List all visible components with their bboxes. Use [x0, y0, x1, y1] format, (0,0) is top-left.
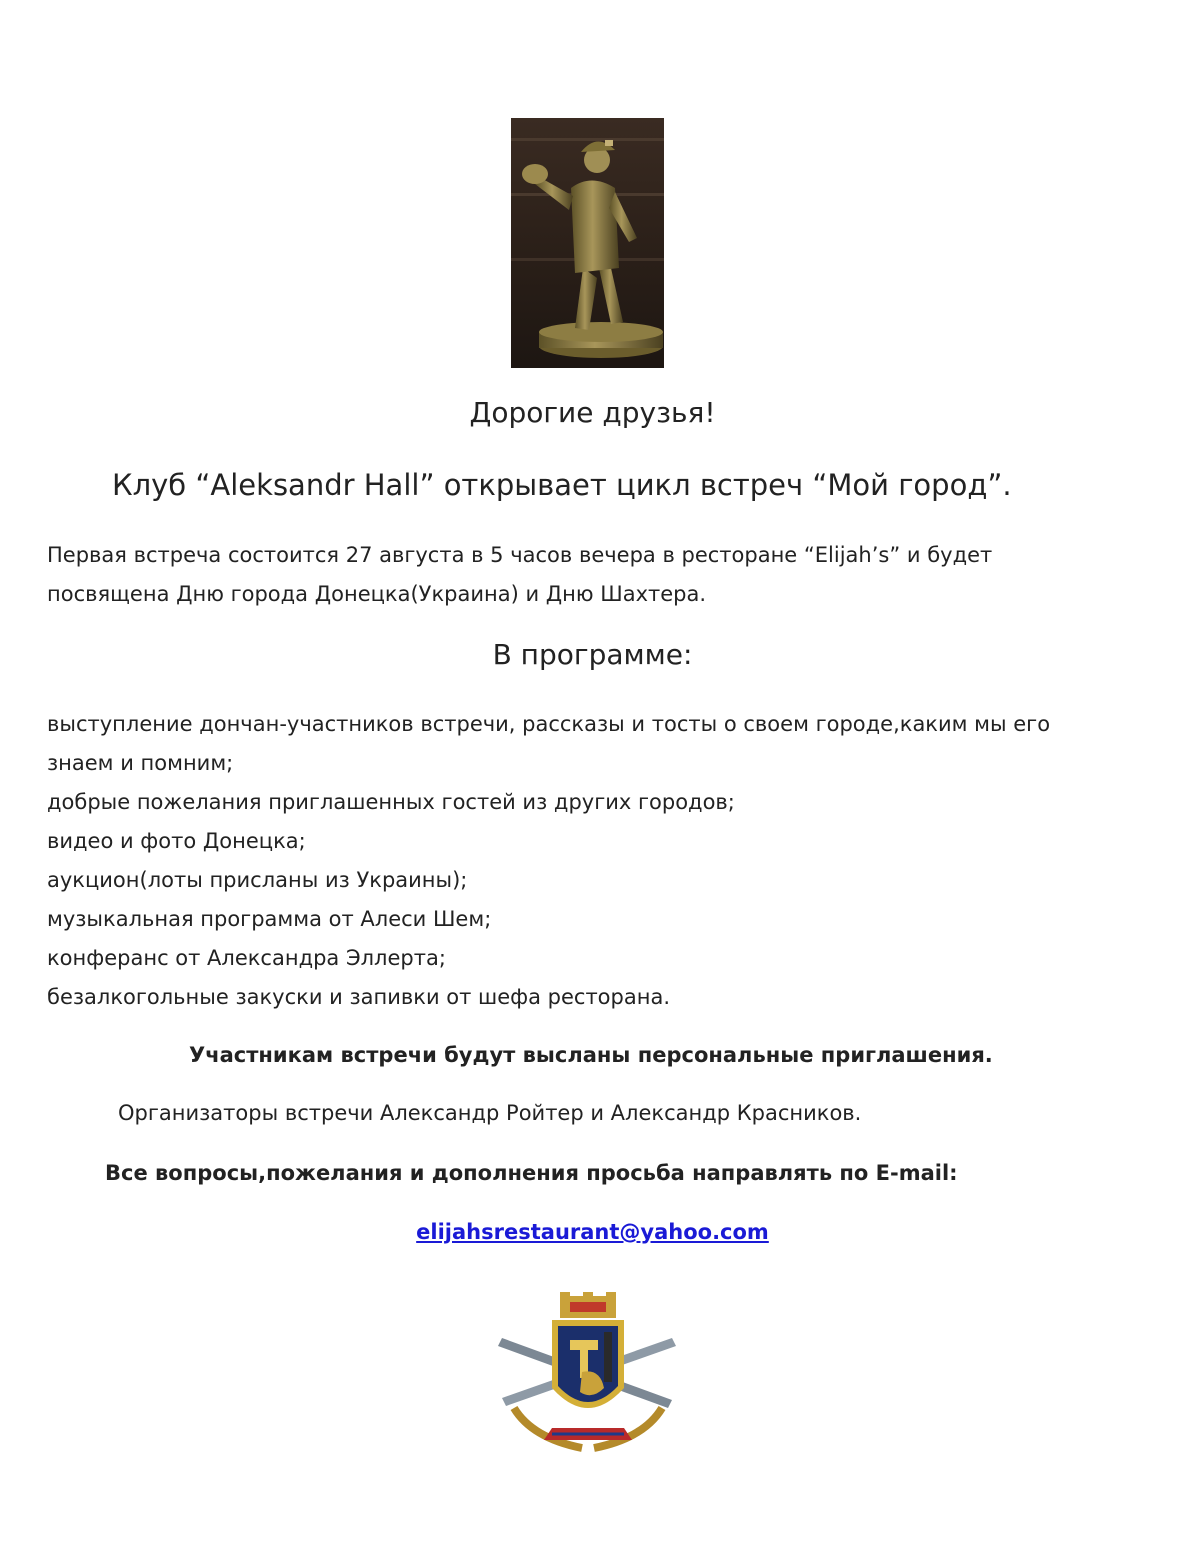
email-container — [0, 1220, 1185, 1244]
program-heading: В программе: — [492, 638, 693, 671]
email-link[interactable]: elijahsrestaurant@yahoo.com — [416, 1220, 769, 1244]
contact-prompt: Все вопросы,пожелания и дополнения просьба направлять по E-mail: — [105, 1161, 958, 1185]
program-item: выступление дончан-участников встречи, рассказы и тосты о своем городе,каким мы его — [47, 712, 1051, 736]
intro-line: Первая встреча состоится 27 августа в 5 часов вечера в ресторане “Elijah’s” и будет — [47, 543, 993, 567]
program-item: музыкальная программа от Алеси Шем; — [47, 907, 492, 931]
coat-of-arms-icon — [492, 1288, 684, 1456]
invitation-note: Участникам встречи будут высланы персональные приглашения. — [189, 1043, 993, 1067]
program-item: видео и фото Донецка; — [47, 829, 306, 853]
greeting-heading: Дорогие друзья! — [469, 396, 716, 429]
program-item: знаем и помним; — [47, 751, 234, 775]
miner-statue-image — [511, 118, 664, 368]
program-item: безалкогольные закуски и запивки от шефа ресторана. — [47, 985, 671, 1009]
intro-line: посвящена Дню города Донецка(Украина) и Дню Шахтера. — [47, 582, 707, 606]
organizers-line: Организаторы встречи Александр Ройтер и Александр Красников. — [118, 1101, 862, 1125]
program-item: аукцион(лоты присланы из Украины); — [47, 868, 468, 892]
program-list — [47, 705, 1147, 1017]
club-announcement: Клуб “Aleksandr Hall” открывает цикл встреч “Мой город”. — [112, 468, 1012, 502]
donetsk-coat-of-arms-emblem — [492, 1288, 684, 1456]
program-item: конферанс от Александра Эллерта; — [47, 946, 446, 970]
intro-paragraph — [47, 536, 1127, 614]
program-item: добрые пожелания приглашенных гостей из других городов; — [47, 790, 735, 814]
statue-photo — [511, 118, 664, 368]
